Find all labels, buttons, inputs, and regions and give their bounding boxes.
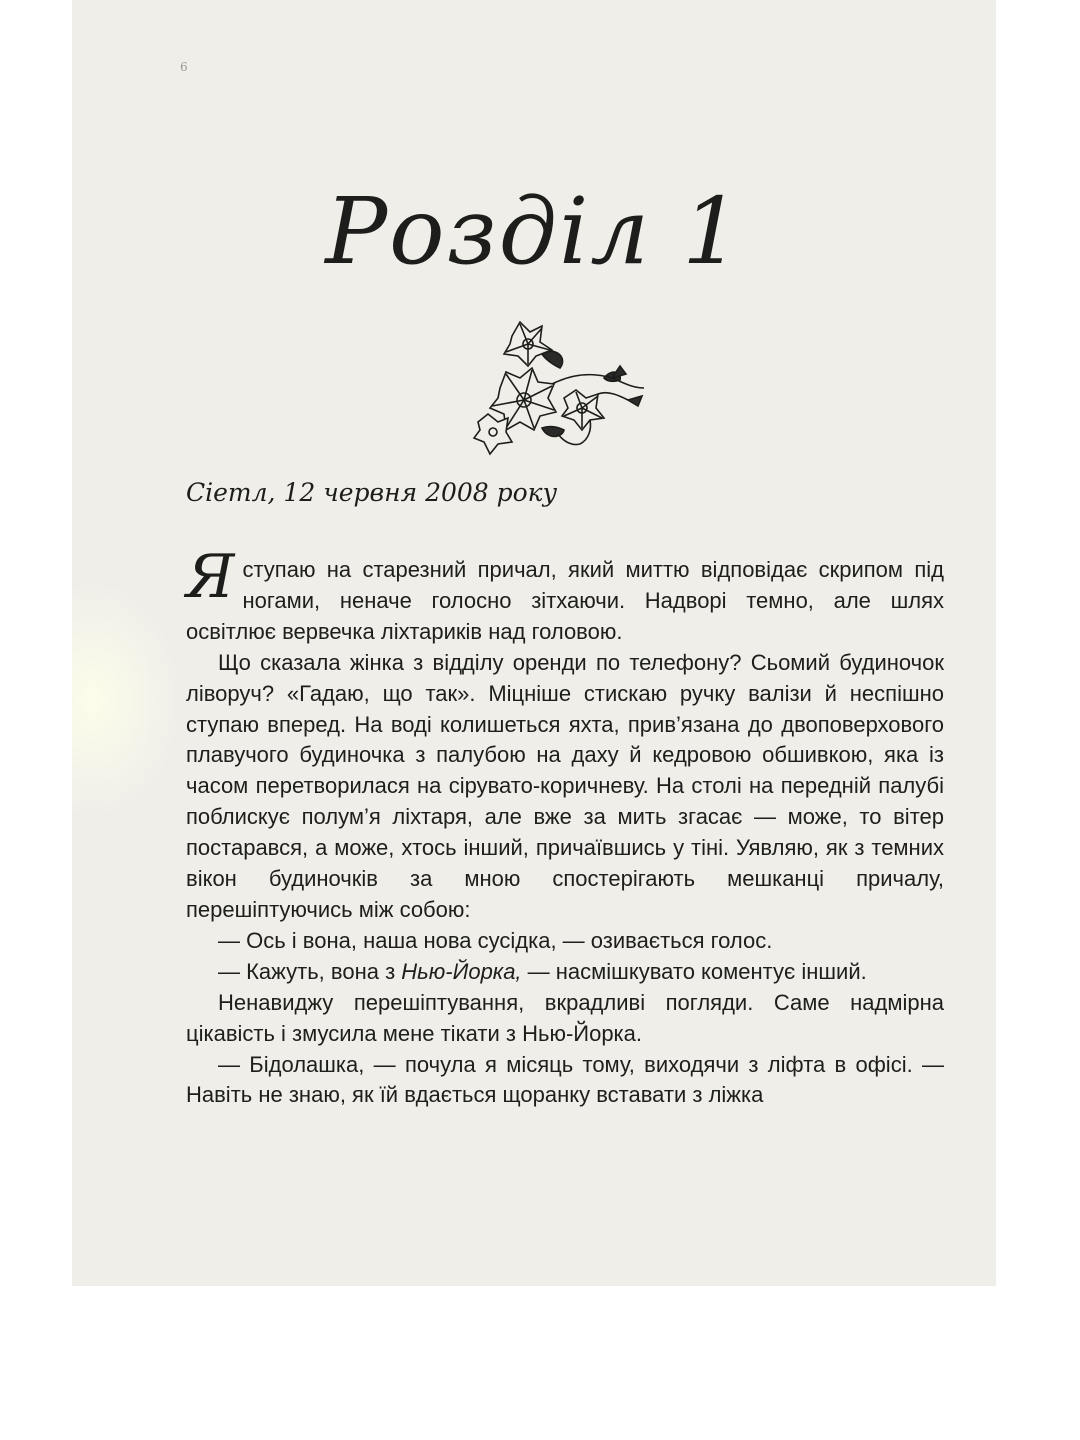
book-page: [72, 0, 996, 1286]
paragraph-text: ступаю на старезний причал, який миттю відповідає скрипом під ногами, неначе голосно зітхаючи. Надворі темно, але шлях освітлює вервечка ліхтариків над головою.: [186, 557, 944, 644]
paragraph: — Ось і вона, наша нова сусідка, — озивається голос.: [218, 927, 773, 953]
page-corner-mark: 6: [180, 60, 188, 74]
paragraph: — Бідолашка, — почула я місяць тому, виходячи з ліфта в офісі. — Навіть не знаю, як їй вдається щоранку вставати з ліжка: [186, 1051, 944, 1108]
italic-text: Нью-Йорка,: [401, 958, 522, 984]
paragraph: [186, 957, 944, 988]
place-date: Сіетл, 12 червня 2008 року: [186, 478, 558, 507]
drop-cap: Я: [186, 542, 235, 612]
morning-glory-flower-icon: [472, 318, 652, 458]
body-text: [186, 542, 944, 1111]
paragraph-text: — Кажуть, вона з: [218, 958, 402, 984]
paragraph-text: — насмішкувато коментує інший.: [521, 958, 867, 984]
paragraph: Що сказала жінка з відділу оренди по телефону? Сьомий будиночок ліворуч? «Гадаю, що так». Міцніше стискаю ручку валізи й неспішно ступаю вперед. На воді колишеться яхта, прив’язана до двоповерхового плавучого будиночка з палубою на даху й кедровою обшивкою, яка із часом перетворилася на сірувато-коричневу. На столі на передній палубі поблискує полум’я ліхтаря, але вже за мить згасає — може, то вітер постарався, а може, хтось інший, причаївшись у тіні. Уявляю, як з темних вікон будиночків за мною спостерігають мешканці причалу, перешіптуючись між собою:: [186, 649, 944, 922]
paragraph: Ненавиджу перешіптування, вкрадливі погляди. Саме надмірна цікавість і змусила мене тікати з Нью-Йорка.: [186, 989, 944, 1046]
paragraph: [186, 542, 944, 648]
chapter-title: Розділ 1: [325, 178, 743, 285]
